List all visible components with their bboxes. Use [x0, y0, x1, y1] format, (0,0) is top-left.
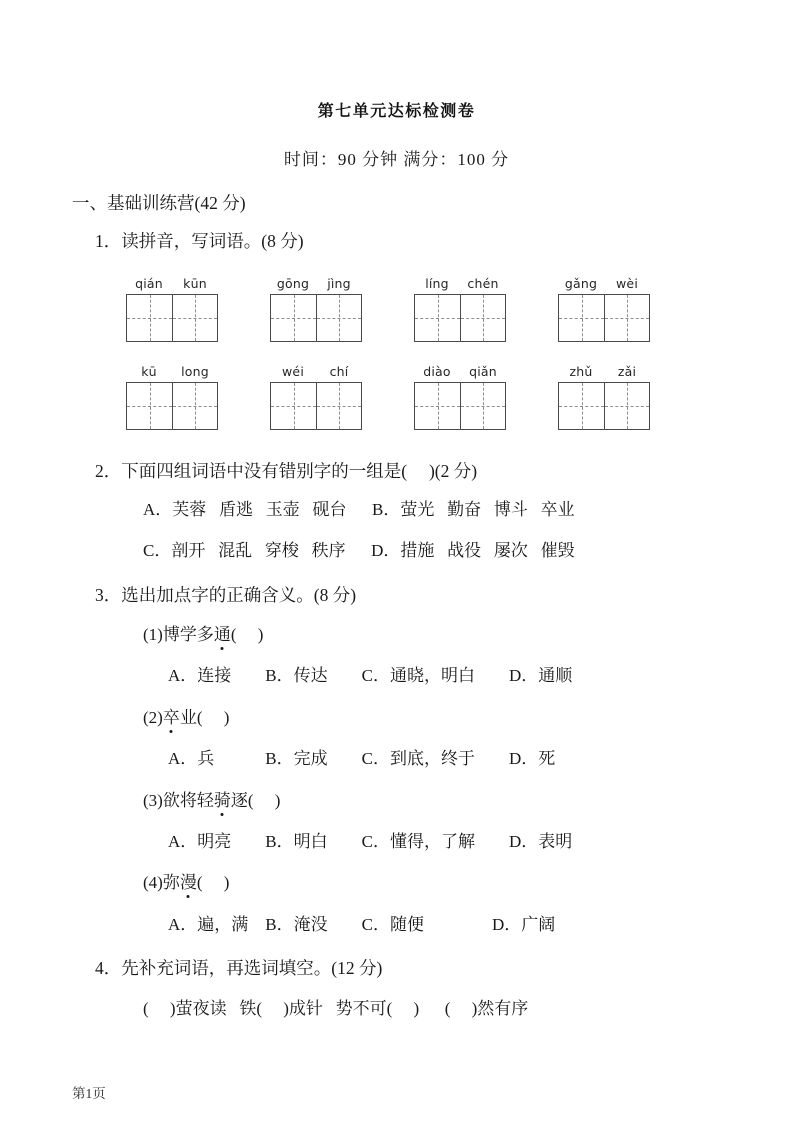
tianzige-cell[interactable]	[316, 295, 361, 341]
pinyin-label	[270, 364, 362, 379]
question-2-options-row-2[interactable]: C．剖开 混乱 穿梭 秩序 D．措施 战役 屡次 催毁	[143, 541, 575, 560]
pinyin-syllable: kū	[141, 364, 157, 379]
tianzige-cell[interactable]	[172, 383, 217, 429]
question-3-item-2-options[interactable]: A．兵 B．完成 C．到底，终于 D．死	[168, 749, 556, 768]
tianzige-cell[interactable]	[127, 383, 172, 429]
pinyin-grid-2-2[interactable]	[270, 364, 362, 430]
pinyin-syllable: zhǔ	[569, 364, 593, 379]
tianzige-cell[interactable]	[172, 295, 217, 341]
pinyin-grid-2-3[interactable]	[414, 364, 506, 430]
tianzige-cell[interactable]	[271, 383, 316, 429]
tianzige-box[interactable]	[270, 294, 362, 342]
question-3-item-1-options[interactable]: A．连接 B．传达 C．通晓，明白 D．通顺	[168, 666, 573, 685]
pinyin-label	[270, 276, 362, 291]
page-number-footer: 第1页	[72, 1086, 106, 1101]
tianzige-cell[interactable]	[415, 383, 460, 429]
pinyin-grid-1-3[interactable]	[414, 276, 506, 342]
tianzige-box[interactable]	[558, 382, 650, 430]
tianzige-cell[interactable]	[127, 295, 172, 341]
stem-text: (1)博学多	[143, 625, 214, 644]
question-3-item-2-stem	[143, 708, 229, 728]
question-2-heading: 2．下面四组词语中没有错别字的一组是( )(2 分)	[95, 461, 478, 481]
tianzige-cell[interactable]	[460, 295, 505, 341]
pinyin-syllable: diào	[423, 364, 451, 379]
stem-blank[interactable]: ( )	[196, 873, 230, 892]
pinyin-syllable: long	[181, 364, 209, 379]
pinyin-label	[558, 364, 650, 379]
question-1-heading: 1．读拼音，写词语。(8 分)	[95, 231, 304, 251]
tianzige-cell[interactable]	[604, 383, 649, 429]
pinyin-label	[414, 364, 506, 379]
question-4-blanks-row[interactable]: ( )萤夜读 铁( )成针 势不可( ) ( )然有序	[143, 999, 529, 1018]
question-4-heading: 4．先补充词语，再选词填空。(12 分)	[95, 958, 383, 978]
pinyin-syllable: wèi	[616, 276, 638, 291]
tianzige-cell[interactable]	[460, 383, 505, 429]
pinyin-label	[126, 364, 218, 379]
pinyin-grid-1-4[interactable]	[558, 276, 650, 342]
pinyin-syllable: wéi	[282, 364, 304, 379]
emphasis-dot-char: 通	[213, 625, 231, 644]
pinyin-syllable: kūn	[183, 276, 207, 291]
tianzige-cell[interactable]	[559, 383, 604, 429]
emphasis-dot-char: 漫	[179, 873, 197, 892]
question-3-item-3-options[interactable]: A．明亮 B．明白 C．懂得，了解 D．表明	[168, 832, 573, 851]
tianzige-cell[interactable]	[559, 295, 604, 341]
pinyin-grid-2-4[interactable]	[558, 364, 650, 430]
tianzige-box[interactable]	[270, 382, 362, 430]
pinyin-label	[558, 276, 650, 291]
stem-blank[interactable]: 业( )	[179, 708, 230, 727]
pinyin-syllable: jìng	[327, 276, 351, 291]
tianzige-box[interactable]	[414, 294, 506, 342]
pinyin-syllable: gǎng	[564, 276, 598, 291]
pinyin-syllable: chén	[467, 276, 499, 291]
pinyin-syllable: qiǎn	[469, 364, 497, 379]
question-2-options-row-1[interactable]: A．芙蓉 盾逃 玉壶 砚台 B．萤光 勤奋 博斗 卒业	[143, 500, 575, 519]
pinyin-syllable: gōng	[276, 276, 310, 291]
pinyin-grid-1-2[interactable]	[270, 276, 362, 342]
tianzige-cell[interactable]	[316, 383, 361, 429]
section-heading-one: 一、基础训练营(42 分)	[72, 193, 246, 213]
pinyin-grid-2-1[interactable]	[126, 364, 218, 430]
stem-blank[interactable]: 逐( )	[230, 791, 281, 810]
stem-text: (4)弥	[143, 873, 180, 892]
emphasis-dot-char: 骑	[213, 791, 231, 810]
stem-blank[interactable]: ( )	[230, 625, 264, 644]
tianzige-cell[interactable]	[604, 295, 649, 341]
question-3-item-4-stem	[143, 873, 229, 893]
pinyin-label	[414, 276, 506, 291]
pinyin-syllable: zǎi	[617, 364, 637, 379]
emphasis-dot-char: 卒	[162, 708, 180, 727]
page-title: 第七单元达标检测卷	[317, 101, 476, 120]
tianzige-box[interactable]	[414, 382, 506, 430]
tianzige-cell[interactable]	[415, 295, 460, 341]
pinyin-syllable: qián	[135, 276, 163, 291]
question-3-heading: 3．选出加点字的正确含义。(8 分)	[95, 585, 357, 605]
tianzige-box[interactable]	[126, 294, 218, 342]
pinyin-syllable: chí	[329, 364, 349, 379]
pinyin-label	[126, 276, 218, 291]
stem-text: (2)	[143, 708, 163, 727]
question-3-item-3-stem	[143, 791, 280, 811]
question-3-item-4-options[interactable]: A．遍，满 B．淹没 C．随便 D．广阔	[168, 915, 556, 934]
exam-meta-line: 时间：90 分钟 满分：100 分	[283, 150, 510, 169]
stem-text: (3)欲将轻	[143, 791, 214, 810]
question-3-item-1-stem	[143, 625, 263, 645]
pinyin-syllable: líng	[425, 276, 449, 291]
pinyin-grid-1-1[interactable]	[126, 276, 218, 342]
tianzige-cell[interactable]	[271, 295, 316, 341]
tianzige-box[interactable]	[126, 382, 218, 430]
tianzige-box[interactable]	[558, 294, 650, 342]
